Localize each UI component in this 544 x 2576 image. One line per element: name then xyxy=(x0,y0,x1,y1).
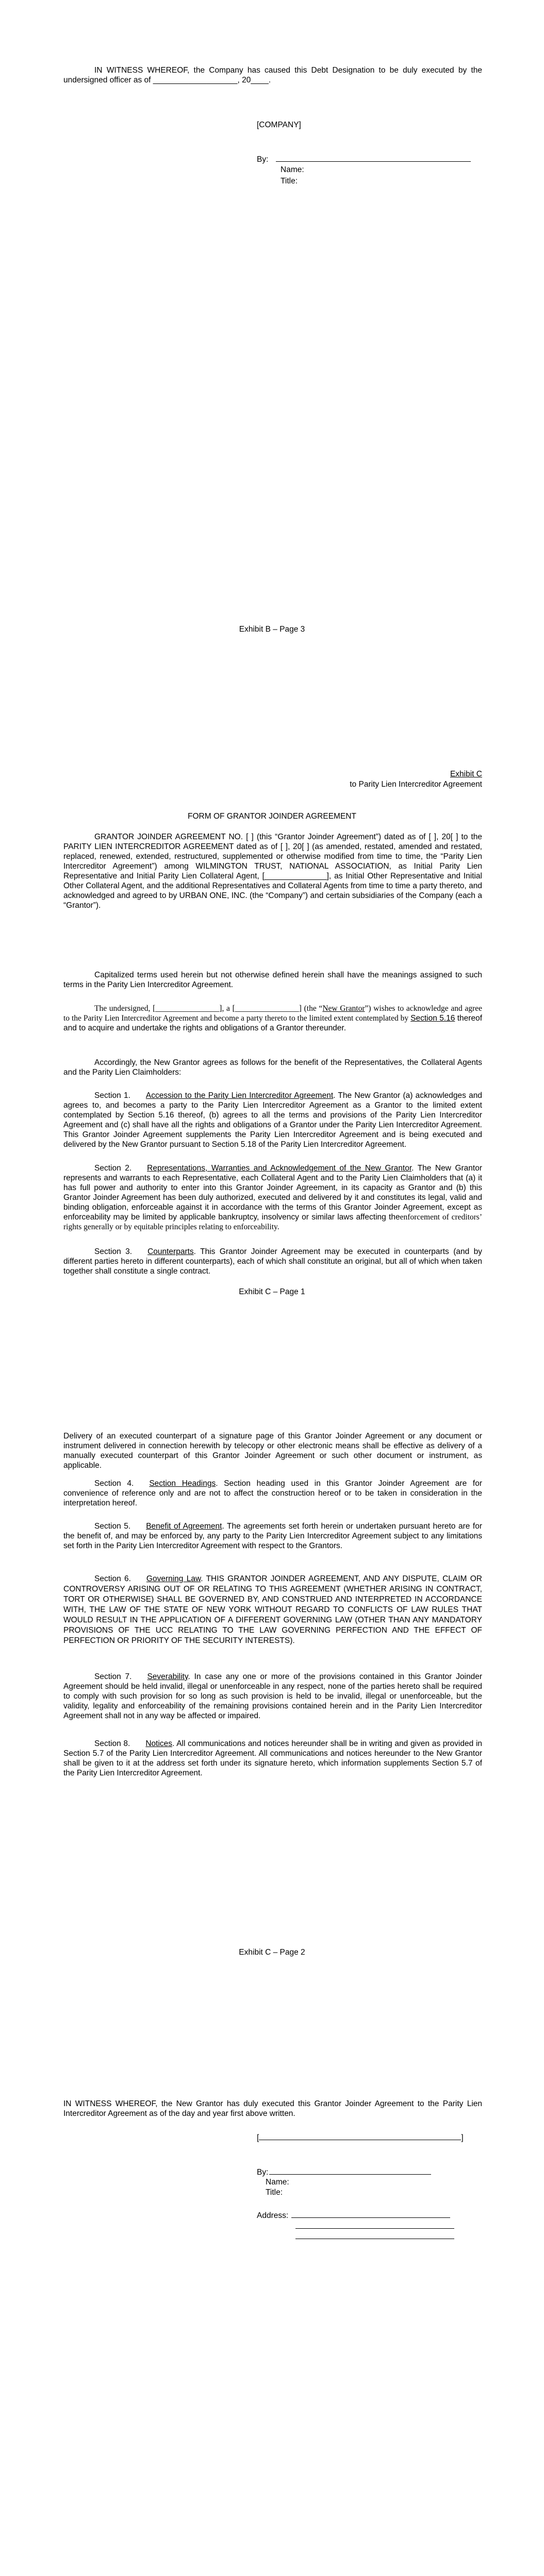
section-5: Section 5. Benefit of Agreement. The agreements set forth herein or undertaken pursuant hereto are for the benefit of, and may be enforced by, any party to the Parity Lien Intercreditor Agreement subject to any limitations set forth in the Parity Lien Intercreditor Agreement with respect to the Grantors. xyxy=(63,1522,483,1550)
section-2: Section 2. Representations, Warranties and Acknowledgement of the New Grantor. The New Grantor represents and warrants to each Representative, each Collateral Agent and to the Parity Lien Claimholders that (a) it has full power and authority to enter into this Grantor Joinder Agreement, in its capacity as Grantor and (b) this Grantor Joinder Agreement has been duly authorized, executed and delivered by it and constitutes its legal, valid and binding obligation, enforceable against it in accordance with the terms of this Grantor Joinder Agreement, except as enforceability may be limited by applicable bankruptcy, insolvency or similar laws affecting theenforcement of creditors’ rights generally or by equitable principles relating to enforceability. xyxy=(63,1164,482,1231)
page-footer: Exhibit C – Page 2 xyxy=(239,1948,305,1957)
section-number: Section 8. xyxy=(94,1739,130,1748)
name-label: Name: xyxy=(281,165,304,174)
section-1: Section 1. Accession to the Parity Lien Intercreditor Agreement. The New Grantor (a) acknowledges and agrees to, and becomes a party to the Parity Lien Intercreditor Agreement as a Grantor to the limited extent contemplated by Section 5.16 thereof, (b) agrees to all the terms and provisions of the Parity Lien Intercreditor Agreement and (c) shall have all the rights and obligations of a Grantor under the Parity Lien Intercreditor Agreement. This Grantor Joinder Agreement supplements the Parity Lien Intercreditor Agreement and is being executed and delivered by the New Grantor pursuant to Section 5.18 of the Parity Lien Intercreditor Agreement. xyxy=(63,1091,483,1149)
address-label: Address: xyxy=(257,2211,289,2220)
section-title: Benefit of Agreement xyxy=(146,1522,222,1531)
section-title: Notices xyxy=(145,1739,173,1748)
section-number: Section 7. xyxy=(94,1672,132,1681)
title-label: Title: xyxy=(281,177,298,185)
accordingly-paragraph: Accordingly, the New Grantor agrees as follows for the benefit of the Representatives, the Collateral Agents and the Parity Lien Claimholders: xyxy=(63,1058,482,1077)
signature-by-new-grantor xyxy=(257,2167,431,2177)
exhibit-subtitle: to Parity Lien Intercreditor Agreement xyxy=(350,780,482,789)
section-title: Severability xyxy=(147,1672,188,1681)
section-title: Accession to the Parity Lien Intercreditor Agreement xyxy=(145,1091,334,1100)
section-number: Section 5. xyxy=(94,1522,131,1531)
section-number: Section 3. xyxy=(94,1247,133,1256)
section-title: Section Headings xyxy=(149,1479,216,1488)
company-name: [COMPANY] xyxy=(257,121,301,129)
section-number: Section 6. xyxy=(94,1574,131,1583)
capitalized-terms-paragraph: Capitalized terms used herein but not otherwise defined herein shall have the meanings assigned to such terms in the Parity Lien Intercreditor Agreement. xyxy=(63,971,482,989)
address-line-1 xyxy=(291,2210,450,2218)
by-label: By: xyxy=(257,2168,269,2177)
signature-line xyxy=(269,2167,431,2175)
intro-paragraph: GRANTOR JOINDER AGREEMENT NO. [ ] (this “Grantor Joinder Agreement”) dated as of [ ], 20[ ] to the PARITY LIEN INTERCREDITOR AGREEMENT dated as of [ ], 20[ ] (as amended, restated, amended and restated, replaced, renewed, extended, restructured, supplemented or otherwise modified from time to time, the “Parity Lien Intercreditor Agreement”) among WILMINGTON TRUST, NATIONAL ASSOCIATION, as Initial Parity Lien Representative and Initial Parity Lien Collateral Agent, [______________], as Initial Other Representative and Initial Other Collateral Agent, and the additional Representatives and Collateral Agents from time to time a party thereto, and acknowledged and agreed to by URBAN ONE, INC. (the “Company”) and certain subsidiaries of the Company (each a “Grantor”). xyxy=(63,833,482,910)
title-label: Title: xyxy=(266,2188,283,2197)
address-line-2 xyxy=(295,2221,454,2231)
by-label: By: xyxy=(257,155,269,164)
section-7: Section 7. Severability. In case any one or more of the provisions contained in this Grantor Joinder Agreement should be held invalid, illegal or unenforceable in any respect, none of the parties hereto shall be required to comply with such provision for so long as such provision is held to be invalid, illegal or unenforceable, but the validity, legality and enforceability of the remaining provisions contained herein and in the Parity Lien Intercreditor Agreement shall not in any way be affected or impaired. xyxy=(63,1672,482,1720)
section-3: Section 3. Counterparts. This Grantor Joinder Agreement may be executed in counterparts (and by different parties hereto in different counterparts), each of which shall constitute an original, but all of which when taken together shall constitute a single contract. xyxy=(63,1247,483,1276)
address-line-3 xyxy=(295,2231,454,2242)
name-label: Name: xyxy=(266,2178,289,2187)
section-8: Section 8. Notices. All communications and notices hereunder shall be in writing and given as provided in Section 5.7 of the Parity Lien Intercreditor Agreement. All communications and notices hereunder to the New Grantor shall be given to it at the address set forth under its signature hereto, which information supplements Section 5.7 of the Parity Lien Intercreditor Agreement. xyxy=(63,1739,483,1777)
delivery-paragraph: Delivery of an executed counterpart of a signature page of this Grantor Joinder Agreement or any document or instrument delivered in connection herewith by telecopy or other electronic means shall be effective as delivery of a manually executed counterpart of this Grantor Joinder Agreement or such other document or instrument, as applicable. xyxy=(63,1432,482,1470)
section-6: Section 6. Governing Law. THIS GRANTOR JOINDER AGREEMENT, AND ANY DISPUTE, CLAIM OR CONTROVERSY ARISING OUT OF OR RELATING TO THIS AGREEMENT (WHETHER ARISING IN CONTRACT, TORT OR OTHERWISE) SHALL BE GOVERNED BY, AND CONSTRUED AND INTERPRETED IN ACCORDANCE WITH, THE LAW OF THE STATE OF NEW YORK WITHOUT REGARD TO CONFLICTS OF LAW RULES THAT WOULD RESULT IN THE APPLICATION OF A DIFFERENT GOVERNING LAW (OTHER THAN ANY MANDATORY PROVISIONS OF THE UCC RELATING TO THE LAW GOVERNING PERFECTION AND THE EFFECT OF PERFECTION OR PRIORITY OF THE SECURITY INTERESTS). xyxy=(63,1574,482,1645)
defined-term-new-grantor: New Grantor xyxy=(322,1004,365,1013)
section-number: Section 1. xyxy=(94,1091,130,1100)
section-title: Representations, Warranties and Acknowledgement of the New Grantor xyxy=(147,1164,412,1173)
name-line xyxy=(259,2132,461,2140)
new-grantor-paragraph: The undersigned, [________________], a [________________] (the “New Grantor”) wishes to acknowledge and agree to the Parity Lien Intercreditor Agreement and become a party thereto to the limited extent contemplated by Section 5.16 thereof and to acquire and undertake the rights and obligations of a Grantor thereunder. xyxy=(63,1004,482,1032)
page-footer: Exhibit C – Page 1 xyxy=(239,1287,305,1296)
section-4: Section 4. Section Headings. Section heading used in this Grantor Joinder Agreement are for convenience of reference only and are not to affect the construction hereof or to be taken in consideration in the interpretation hereof. xyxy=(63,1479,482,1507)
signature-line xyxy=(276,154,471,162)
section-title: Counterparts xyxy=(147,1247,194,1256)
new-grantor-name-bracket: [ ] xyxy=(257,2133,464,2142)
address-block xyxy=(257,2210,450,2221)
page-footer: Exhibit B – Page 3 xyxy=(239,625,305,634)
section-number: Section 4. xyxy=(94,1479,134,1488)
section-reference: Section 5.16 xyxy=(410,1014,455,1023)
document-heading: FORM OF GRANTOR JOINDER AGREEMENT xyxy=(188,812,356,821)
signature-by-company xyxy=(257,154,471,164)
exhibit-label: Exhibit C xyxy=(450,770,482,778)
witness-paragraph-company: IN WITNESS WHEREOF, the Company has caused this Debt Designation to be duly executed by the undersigned officer as of ___________________, 20____. xyxy=(63,66,482,84)
section-number: Section 2. xyxy=(94,1164,132,1173)
witness-paragraph-new-grantor: IN WITNESS WHEREOF, the New Grantor has duly executed this Grantor Joinder Agreement to the Parity Lien Intercreditor Agreement as of the day and year first above written. xyxy=(63,2099,482,2118)
section-title: Governing Law xyxy=(146,1574,201,1583)
